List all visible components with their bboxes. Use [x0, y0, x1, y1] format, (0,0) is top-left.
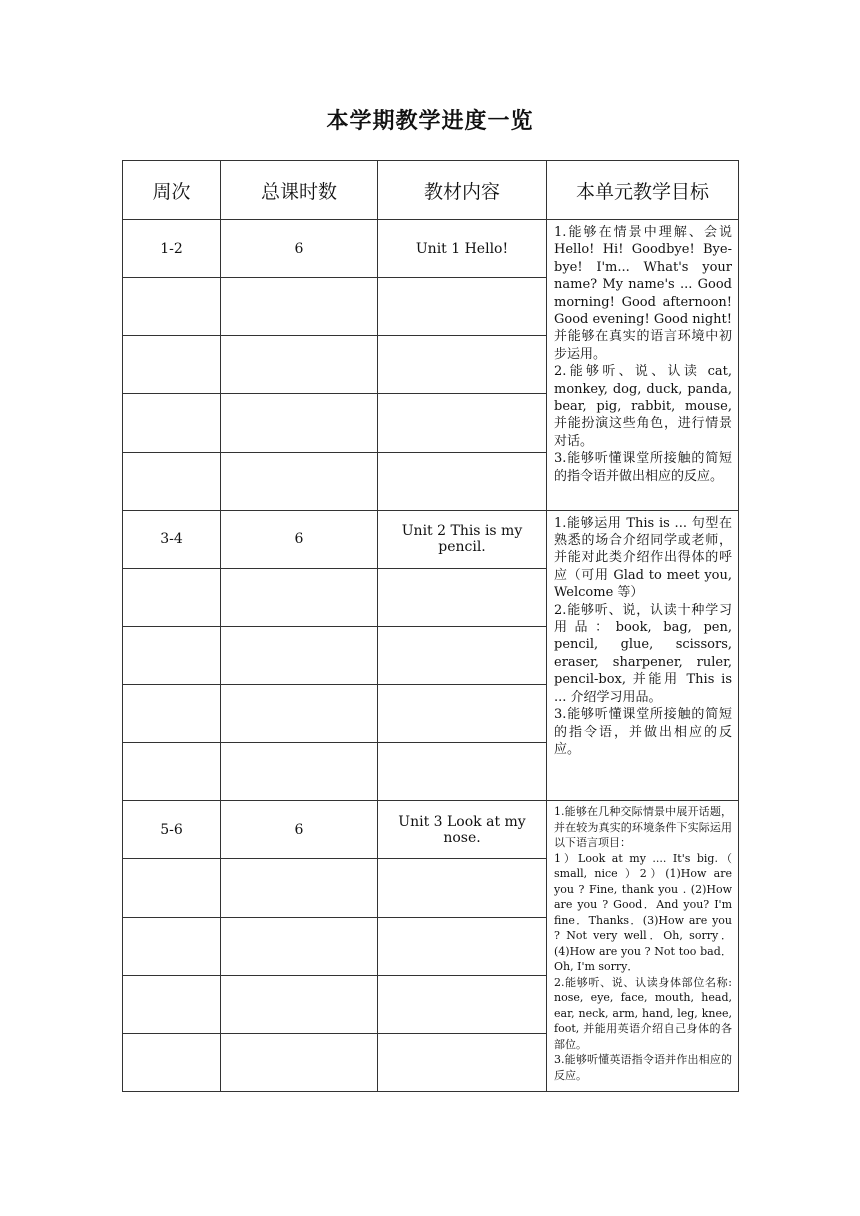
empty-cell: [378, 336, 547, 394]
empty-cell: [123, 336, 221, 394]
empty-cell: [378, 917, 547, 975]
empty-cell: [221, 859, 378, 917]
empty-cell: [221, 336, 378, 394]
empty-cell: [123, 1033, 221, 1091]
empty-cell: [123, 394, 221, 452]
header-hours: 总课时数: [221, 161, 378, 220]
weeks-cell: 5-6: [123, 801, 221, 859]
weeks-cell: 1-2: [123, 220, 221, 278]
empty-cell: [378, 743, 547, 801]
empty-cell: [221, 743, 378, 801]
goal-text: 3.能够听懂英语指令语并作出相应的反应。: [554, 1053, 732, 1082]
table-row: [123, 801, 739, 859]
goals-cell: [547, 801, 739, 1092]
schedule-table: [122, 160, 739, 1092]
empty-cell: [378, 394, 547, 452]
goal-text: 1.能够在情景中理解、会说 Hello! Hi! Goodbye! Bye-bye! I'm... What's your name? My name's ... Good morning! Good afternoon! Good evening! Good night! 并能够在真实的语言环境中初步运用。: [554, 225, 732, 362]
empty-cell: [221, 568, 378, 626]
empty-cell: [378, 1033, 547, 1091]
goal-text: 2.能够听、说，认读十种学习用品：book, bag, pen, pencil, glue, scissors, eraser, sharpener, ruler, pencil-box, 并能用 This is ... 介绍学习用品。: [554, 602, 732, 705]
goals-cell: [547, 220, 739, 511]
empty-cell: [123, 278, 221, 336]
hours-cell: 6: [221, 220, 378, 278]
empty-cell: [221, 1033, 378, 1091]
table-row: [123, 510, 739, 568]
empty-cell: [378, 685, 547, 743]
empty-cell: [221, 975, 378, 1033]
empty-cell: [123, 452, 221, 510]
empty-cell: [221, 685, 378, 743]
empty-cell: [123, 859, 221, 917]
header-row: [123, 161, 739, 220]
empty-cell: [221, 278, 378, 336]
content-cell: Unit 2 This is my pencil.: [378, 510, 547, 568]
empty-cell: [378, 452, 547, 510]
weeks-cell: 3-4: [123, 510, 221, 568]
hours-cell: 6: [221, 510, 378, 568]
goal-text: 2.能够听、说、认读 cat, monkey, dog, duck, panda, bear, pig, rabbit, mouse, 并能扮演这些角色，进行情景对话。: [554, 364, 732, 449]
empty-cell: [378, 859, 547, 917]
header-content: 教材内容: [378, 161, 547, 220]
empty-cell: [123, 917, 221, 975]
goal-text: 1）Look at my .... It's big.（ small, nice ）2）(1)How are you ? Fine, thank you . (2)How are you ? Good．And you? I'm fine．Thanks．(3)How are you ? Not very well．Oh, sorry．(4)How are you ? Not too bad．Oh, I'm sorry．: [554, 851, 732, 974]
content-cell: Unit 3 Look at my nose.: [378, 801, 547, 859]
empty-cell: [123, 975, 221, 1033]
empty-cell: [378, 278, 547, 336]
hours-cell: 6: [221, 801, 378, 859]
header-goals: 本单元教学目标: [547, 161, 739, 220]
goal-text: 3.能够听懂课堂所接触的简短的指令语并做出相应的反应。: [554, 451, 732, 484]
empty-cell: [123, 568, 221, 626]
goal-text: 3.能够听懂课堂所接触的简短的指令语，并做出相应的反应。: [554, 707, 732, 757]
content-cell: Unit 1 Hello!: [378, 220, 547, 278]
goal-text: 1.能够在几种交际情景中展开话题，并在较为真实的环境条件下实际运用以下语言项目：: [554, 805, 732, 850]
goals-cell: [547, 510, 739, 801]
empty-cell: [221, 394, 378, 452]
empty-cell: [221, 452, 378, 510]
table-row: [123, 220, 739, 278]
empty-cell: [123, 685, 221, 743]
empty-cell: [123, 743, 221, 801]
header-weeks: 周次: [123, 161, 221, 220]
empty-cell: [221, 626, 378, 684]
empty-cell: [378, 975, 547, 1033]
goal-text: 1.能够运用 This is ... 句型在熟悉的场合介绍同学或老师，并能对此类介绍作出得体的呼应（可用 Glad to meet you, Welcome 等）: [554, 515, 732, 601]
page-title: 本学期教学进度一览: [326, 109, 534, 134]
empty-cell: [378, 568, 547, 626]
empty-cell: [378, 626, 547, 684]
empty-cell: [221, 917, 378, 975]
goal-text: 2.能够听、说、认读身体部位名称: nose, eye, face, mouth, head, ear, neck, arm, hand, leg, knee, foot, 并能用英语介绍自己身体的各部位。: [554, 975, 732, 1051]
empty-cell: [123, 626, 221, 684]
